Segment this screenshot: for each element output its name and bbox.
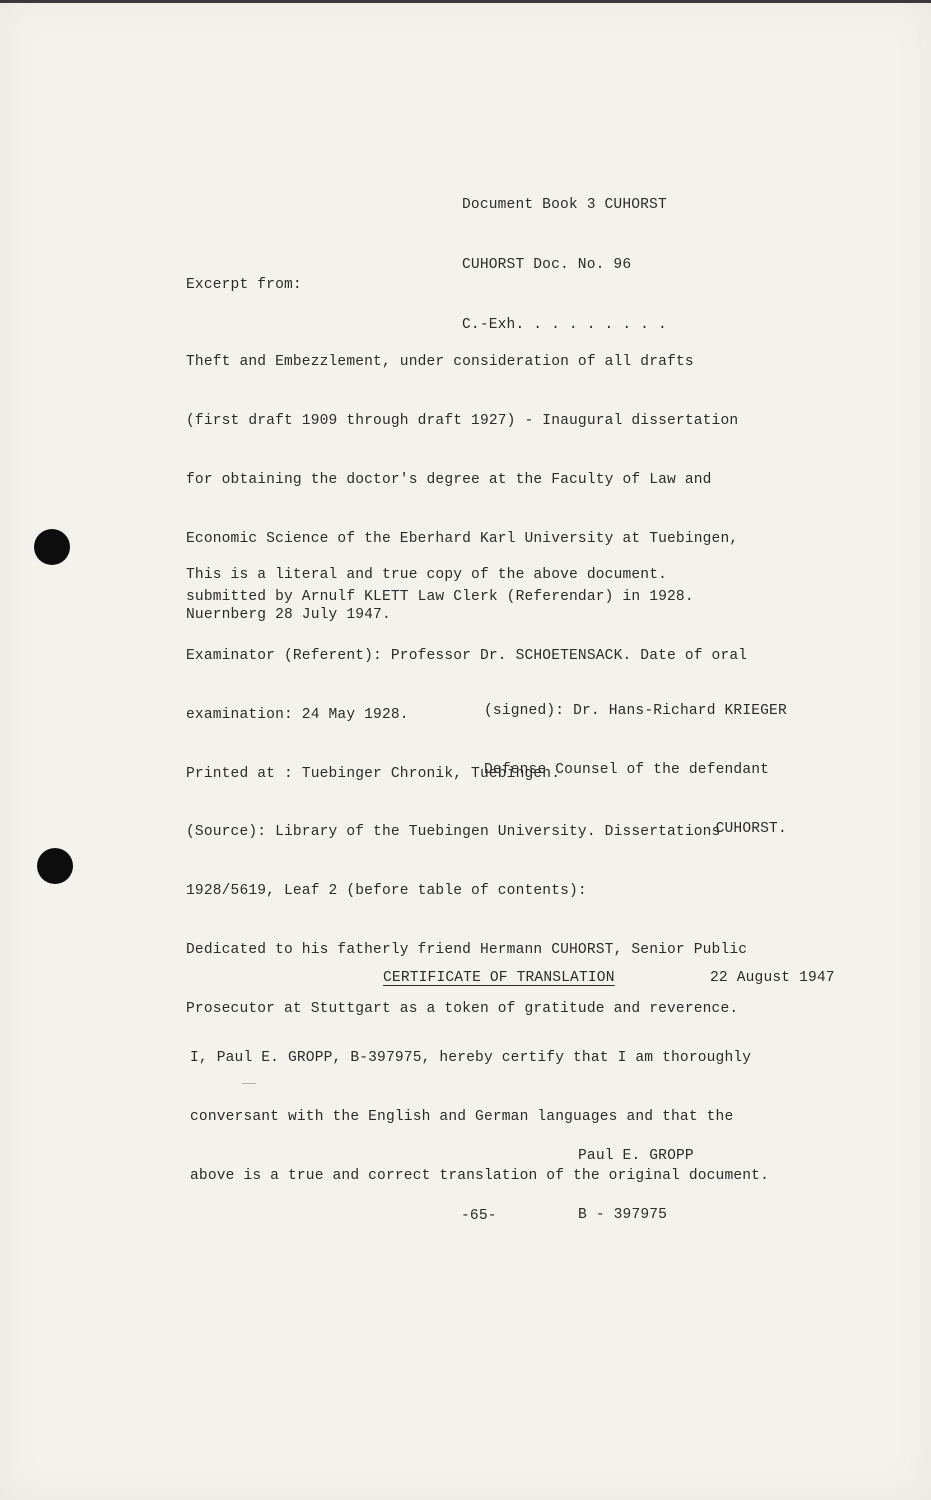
header-exhibit: C.-Exh. . . . . . . . . [462,316,667,333]
excerpt-label: Excerpt from: [186,277,302,293]
body-line: examination: 24 May 1928. [186,706,409,723]
body-line: (Source): Library of the Tuebingen University. Dissertations [186,824,721,841]
certificate-line: conversant with the English and German languages and that the [190,1108,734,1125]
certificate-signature [578,1108,694,1265]
body-line: Printed at : Tuebinger Chronik, Tuebingen. [186,765,561,782]
certificate-line: above is a true and correct translation of the original document. [190,1167,769,1184]
punch-hole-upper [34,529,70,565]
certificate-line: I, Paul E. GROPP, B-397975, hereby certify that I am thoroughly [190,1050,752,1067]
header-doc-number: CUHORST Doc. No. 96 [462,256,632,273]
certificate-date: 22 August 1947 [710,970,835,986]
body-line: Prosecutor at Stuttgart as a token of gratitude and reverence. [186,1000,739,1017]
body-line: 1928/5619, Leaf 2 (before table of contents): [186,883,587,900]
page-number: -65- [461,1208,497,1224]
signature-defendant: CUHORST. [715,820,787,837]
page-top-edge [0,0,931,3]
body-line: Economic Science of the Eberhard Karl University at Tuebingen, [186,530,739,547]
body-line: for obtaining the doctor's degree at the Faculty of Law and [186,471,712,488]
translator-name: Paul E. GROPP [578,1148,694,1165]
body-line: (first draft 1909 through draft 1927) - Inaugural dissertation [186,412,739,429]
signature-line: (signed): Dr. Hans-Richard KRIEGER [484,703,787,720]
signature-block [484,663,787,879]
literal-copy-statement: This is a literal and true copy of the above document. [186,567,668,583]
body-line: Dedicated to his fatherly friend Hermann CUHORST, Senior Public [186,942,748,958]
certificate-title: CERTIFICATE OF TRANSLATION [383,970,615,986]
translator-id: B - 397975 [578,1206,668,1223]
body-line: submitted by Arnulf KLETT Law Clerk (Referendar) in 1928. [186,589,694,606]
punch-hole-lower [37,848,73,884]
header-document-book: Document Book 3 CUHORST [462,197,667,214]
stray-pencil-mark [242,1083,256,1084]
place-and-date: Nuernberg 28 July 1947. [186,607,391,623]
signature-role: Defense Counsel of the defendant [484,761,770,778]
body-line: Theft and Embezzlement, under consideration of all drafts [186,354,694,371]
body-line: Examinator (Referent): Professor Dr. SCHOETENSACK. Date of oral [186,648,748,665]
